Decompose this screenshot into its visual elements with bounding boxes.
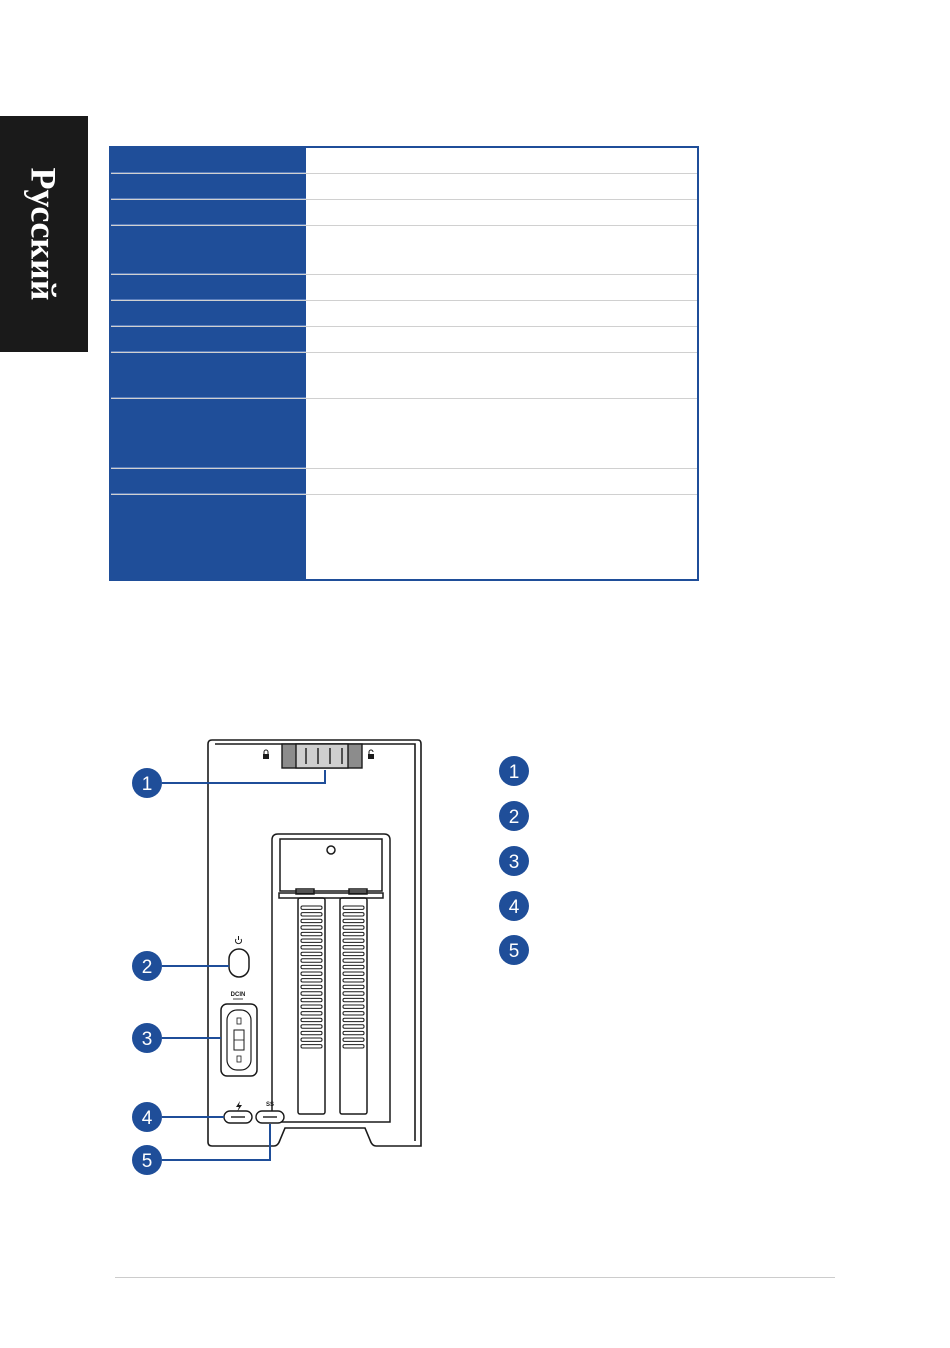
callout-number: 1: [141, 774, 153, 795]
legend-item-4: [499, 891, 529, 921]
grip-ridge: [301, 992, 322, 995]
grip-ridge: [343, 919, 364, 922]
legend-item-2: [499, 801, 529, 831]
legend-number: 5: [508, 941, 520, 962]
callout-5: [132, 1145, 162, 1175]
grip-ridge: [301, 946, 322, 949]
usb-ss-label: SS: [265, 1102, 275, 1108]
grip-ridge: [301, 1031, 322, 1034]
grip-ridge: [343, 1038, 364, 1041]
grip-ridge: [301, 972, 322, 975]
legend-number: 4: [508, 897, 520, 918]
grip-ridge: [301, 926, 322, 929]
grip-ridge: [343, 972, 364, 975]
grip-ridge: [301, 906, 322, 909]
legend-number: 3: [508, 852, 520, 873]
legend-item-1: [499, 756, 529, 786]
grip-ridge: [301, 952, 322, 955]
grip-ridge: [343, 1045, 364, 1048]
grip-ridge: [301, 913, 322, 916]
grip-ridge: [301, 965, 322, 968]
unlock-icon: [368, 750, 374, 759]
grip-ridge: [343, 1005, 364, 1008]
grip-ridge: [301, 985, 322, 988]
grip-ridge: [301, 998, 322, 1001]
grip-ridge: [343, 1018, 364, 1021]
grip-ridge: [301, 1018, 322, 1021]
grip-ridge: [343, 906, 364, 909]
grip-ridge: [343, 913, 364, 916]
grip-ridge: [301, 1012, 322, 1015]
legend-number: 2: [508, 807, 520, 828]
drive-tray-right-grip: [343, 906, 364, 1048]
callout-number: 2: [141, 957, 153, 978]
legend-item-5: [499, 935, 529, 965]
callout-number: 4: [141, 1108, 153, 1129]
grip-ridge: [343, 985, 364, 988]
dc-in-label: DCIN: [230, 992, 246, 998]
grip-ridge: [343, 1031, 364, 1034]
grip-ridge: [301, 1005, 322, 1008]
grip-ridge: [301, 979, 322, 982]
grip-ridge: [301, 1025, 322, 1028]
usb-c-port: [256, 1102, 284, 1123]
grip-ridge: [343, 946, 364, 949]
lock-icon: [263, 750, 269, 759]
callout-number: 5: [141, 1151, 153, 1172]
grip-ridge: [301, 932, 322, 935]
callout-2: [132, 951, 162, 981]
grip-ridge: [301, 919, 322, 922]
grip-ridge: [301, 959, 322, 962]
callout-3: [132, 1023, 162, 1053]
drive-bay: [272, 834, 390, 1122]
thunderbolt-port: [224, 1101, 252, 1123]
grip-ridge: [343, 959, 364, 962]
grip-ridge: [343, 1025, 364, 1028]
callout-1: [132, 768, 162, 798]
grip-ridge: [343, 939, 364, 942]
drive-tray-left-grip: [301, 906, 322, 1048]
grip-ridge: [343, 1012, 364, 1015]
callout-4: [132, 1102, 162, 1132]
language-tab-label: Русский: [24, 167, 65, 301]
grip-ridge: [301, 1038, 322, 1041]
grip-ridge: [343, 926, 364, 929]
grip-ridge: [343, 998, 364, 1001]
footer-divider: [115, 1277, 835, 1278]
dc-in-port: [221, 992, 257, 1076]
grip-ridge: [343, 965, 364, 968]
power-button: [229, 936, 249, 977]
grip-ridge: [301, 939, 322, 942]
grip-ridge: [343, 932, 364, 935]
grip-ridge: [343, 952, 364, 955]
legend-number: 1: [508, 762, 520, 783]
power-icon: [236, 936, 242, 944]
latch-handle: [282, 744, 362, 768]
grip-ridge: [301, 1045, 322, 1048]
callout-number: 3: [141, 1029, 153, 1050]
grip-ridge: [343, 979, 364, 982]
grip-ridge: [343, 992, 364, 995]
legend-item-3: [499, 846, 529, 876]
